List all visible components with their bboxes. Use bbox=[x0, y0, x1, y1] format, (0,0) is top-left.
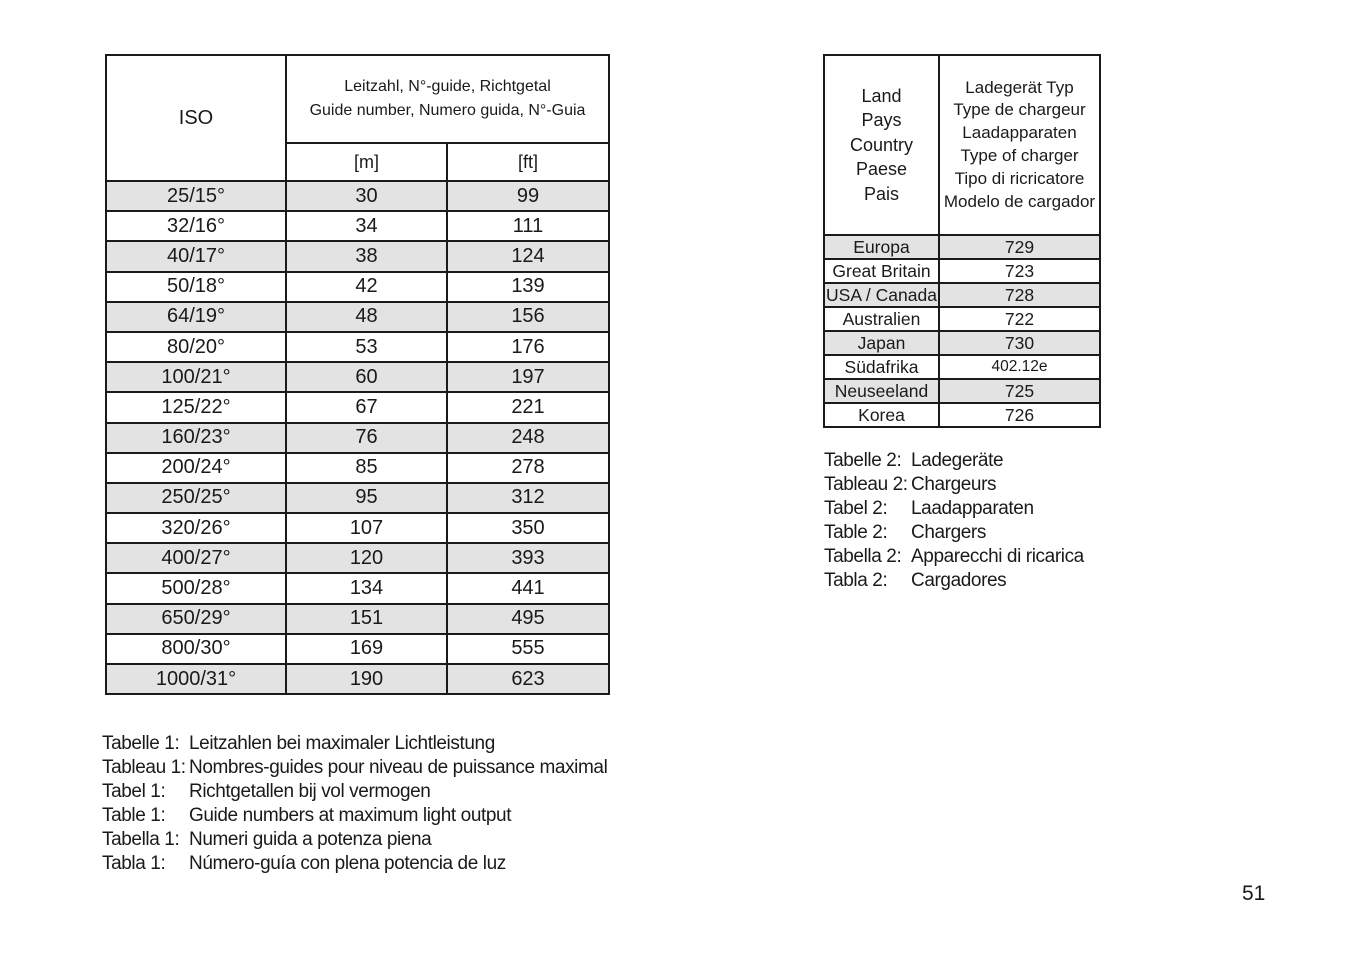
caption-label: Tabla 1: bbox=[102, 853, 166, 874]
country-cell: Neuseeland bbox=[824, 379, 939, 403]
feet-cell: 393 bbox=[447, 543, 609, 573]
table-row bbox=[824, 379, 1100, 403]
charger-table bbox=[823, 54, 1101, 428]
meters-cell: 30 bbox=[286, 181, 447, 211]
table-row bbox=[106, 362, 609, 392]
caption-text: Apparecchi di ricarica bbox=[911, 546, 1084, 567]
meters-cell: 67 bbox=[286, 392, 447, 422]
caption-line bbox=[824, 473, 1084, 497]
charger-type-header bbox=[939, 55, 1100, 235]
country-header-line: Pays bbox=[861, 110, 902, 131]
caption-line bbox=[102, 780, 607, 804]
feet-cell: 495 bbox=[447, 604, 609, 634]
caption-line bbox=[824, 521, 1084, 545]
feet-cell: 99 bbox=[447, 181, 609, 211]
caption-line bbox=[824, 569, 1084, 593]
charger-header-line: Modelo de cargador bbox=[943, 191, 1096, 211]
caption-text: Chargers bbox=[911, 522, 986, 543]
iso-cell: 125/22° bbox=[106, 392, 286, 422]
country-cell: Südafrika bbox=[824, 355, 939, 379]
feet-cell: 111 bbox=[447, 211, 609, 241]
table1-caption bbox=[102, 732, 607, 876]
meters-cell: 48 bbox=[286, 302, 447, 332]
feet-cell: 278 bbox=[447, 453, 609, 483]
caption-text: Guide numbers at maximum light output bbox=[189, 805, 512, 826]
table-row bbox=[106, 181, 609, 211]
iso-cell: 400/27° bbox=[106, 543, 286, 573]
caption-line bbox=[102, 852, 607, 876]
iso-cell: 800/30° bbox=[106, 634, 286, 664]
meters-cell: 151 bbox=[286, 604, 447, 634]
caption-label: Tableau 2: bbox=[824, 474, 908, 495]
table-row bbox=[106, 453, 609, 483]
charger-header-line: Type de chargeur bbox=[953, 100, 1086, 120]
meters-cell: 38 bbox=[286, 241, 447, 271]
guide-number-rows bbox=[106, 181, 609, 694]
charger-header-line: Type of charger bbox=[960, 146, 1079, 165]
caption-line bbox=[824, 497, 1084, 521]
country-cell: Europa bbox=[824, 235, 939, 259]
table-row bbox=[106, 392, 609, 422]
caption-text: Numeri guida a potenza piena bbox=[189, 829, 432, 850]
table-row bbox=[106, 634, 609, 664]
iso-cell: 500/28° bbox=[106, 573, 286, 603]
meters-cell: 42 bbox=[286, 272, 447, 302]
feet-cell: 441 bbox=[447, 573, 609, 603]
charger-type-cell: 402.12e bbox=[939, 355, 1100, 379]
table-row bbox=[824, 235, 1100, 259]
country-cell: Australien bbox=[824, 307, 939, 331]
caption-line bbox=[824, 449, 1084, 473]
table-row bbox=[824, 259, 1100, 283]
country-header-line: Land bbox=[861, 85, 902, 106]
iso-cell: 1000/31° bbox=[106, 664, 286, 694]
page-number: 51 bbox=[1242, 882, 1266, 905]
caption-text: Leitzahlen bei maximaler Lichtleistung bbox=[189, 733, 495, 754]
country-header-line: Paese bbox=[855, 159, 908, 180]
meters-cell: 169 bbox=[286, 634, 447, 664]
caption-label: Tabella 1: bbox=[102, 829, 180, 850]
caption-label: Table 1: bbox=[102, 805, 166, 826]
meters-cell: 107 bbox=[286, 513, 447, 543]
table-row bbox=[106, 423, 609, 453]
meters-cell: 190 bbox=[286, 664, 447, 694]
charger-header-line: Ladegerät Typ bbox=[965, 77, 1074, 97]
country-header-line: Country bbox=[849, 134, 914, 155]
charger-type-cell: 722 bbox=[939, 307, 1100, 331]
meters-cell: 34 bbox=[286, 211, 447, 241]
iso-cell: 32/16° bbox=[106, 211, 286, 241]
feet-cell: 248 bbox=[447, 423, 609, 453]
charger-type-cell: 728 bbox=[939, 283, 1100, 307]
caption-line bbox=[824, 545, 1084, 569]
meters-cell: 60 bbox=[286, 362, 447, 392]
feet-cell: 156 bbox=[447, 302, 609, 332]
country-header-line: Pais bbox=[863, 183, 899, 204]
iso-cell: 40/17° bbox=[106, 241, 286, 271]
country-cell: Korea bbox=[824, 403, 939, 427]
iso-cell: 200/24° bbox=[106, 453, 286, 483]
unit-feet-header: [ft] bbox=[447, 143, 609, 181]
table-row bbox=[824, 355, 1100, 379]
country-header bbox=[824, 55, 939, 235]
caption-label: Tabla 2: bbox=[824, 570, 888, 591]
table-row bbox=[824, 283, 1100, 307]
country-cell: Japan bbox=[824, 331, 939, 355]
table-row bbox=[106, 604, 609, 634]
caption-text: Cargadores bbox=[911, 570, 1007, 591]
feet-cell: 124 bbox=[447, 241, 609, 271]
meters-cell: 95 bbox=[286, 483, 447, 513]
caption-text: Ladegeräte bbox=[911, 450, 1004, 471]
charger-type-cell: 725 bbox=[939, 379, 1100, 403]
caption-text: Chargeurs bbox=[911, 474, 997, 495]
table-row bbox=[106, 483, 609, 513]
iso-cell: 64/19° bbox=[106, 302, 286, 332]
iso-cell: 25/15° bbox=[106, 181, 286, 211]
table-row bbox=[106, 241, 609, 271]
table-row bbox=[106, 573, 609, 603]
meters-cell: 76 bbox=[286, 423, 447, 453]
charger-type-cell: 726 bbox=[939, 403, 1100, 427]
iso-cell: 250/25° bbox=[106, 483, 286, 513]
table-row bbox=[106, 332, 609, 362]
caption-label: Tabella 2: bbox=[824, 546, 902, 567]
caption-line bbox=[102, 828, 607, 852]
caption-line bbox=[102, 804, 607, 828]
charger-type-cell: 730 bbox=[939, 331, 1100, 355]
caption-label: Tabel 2: bbox=[824, 498, 888, 519]
caption-text: Número-guía con plena potencia de luz bbox=[189, 853, 506, 874]
table-row bbox=[824, 307, 1100, 331]
country-cell: Great Britain bbox=[824, 259, 939, 283]
guide-number-table bbox=[105, 54, 610, 695]
meters-cell: 53 bbox=[286, 332, 447, 362]
iso-cell: 320/26° bbox=[106, 513, 286, 543]
guide-number-header bbox=[286, 55, 609, 143]
caption-label: Tabelle 1: bbox=[102, 733, 180, 754]
caption-text: Laadapparaten bbox=[911, 498, 1034, 519]
caption-label: Tabel 1: bbox=[102, 781, 166, 802]
meters-cell: 134 bbox=[286, 573, 447, 603]
feet-cell: 176 bbox=[447, 332, 609, 362]
charger-rows bbox=[824, 235, 1100, 427]
feet-cell: 221 bbox=[447, 392, 609, 422]
table-row bbox=[106, 513, 609, 543]
caption-line bbox=[102, 732, 607, 756]
caption-text: Richtgetallen bij vol vermogen bbox=[189, 781, 431, 802]
charger-header-line: Laadapparaten bbox=[962, 123, 1077, 143]
feet-cell: 555 bbox=[447, 634, 609, 664]
feet-cell: 139 bbox=[447, 272, 609, 302]
country-cell: USA / Canada bbox=[824, 283, 939, 307]
feet-cell: 350 bbox=[447, 513, 609, 543]
table2-caption bbox=[824, 449, 1084, 593]
iso-header: ISO bbox=[106, 55, 286, 181]
feet-cell: 312 bbox=[447, 483, 609, 513]
feet-cell: 623 bbox=[447, 664, 609, 694]
meters-cell: 120 bbox=[286, 543, 447, 573]
guide-header-line-1: Leitzahl, N°-guide, Richtgetal bbox=[344, 78, 551, 95]
caption-line bbox=[102, 756, 607, 780]
iso-cell: 80/20° bbox=[106, 332, 286, 362]
iso-cell: 160/23° bbox=[106, 423, 286, 453]
feet-cell: 197 bbox=[447, 362, 609, 392]
caption-label: Tableau 1: bbox=[102, 757, 186, 778]
table-row bbox=[824, 331, 1100, 355]
caption-text: Nombres-guides pour niveau de puissance maximal bbox=[189, 757, 608, 778]
charger-type-cell: 723 bbox=[939, 259, 1100, 283]
table-row bbox=[106, 211, 609, 241]
iso-cell: 50/18° bbox=[106, 272, 286, 302]
unit-meters-header: [m] bbox=[286, 143, 447, 181]
charger-header-line: Tipo di ricricatore bbox=[954, 168, 1085, 188]
table-row bbox=[106, 664, 609, 694]
table-row bbox=[106, 272, 609, 302]
charger-type-cell: 729 bbox=[939, 235, 1100, 259]
meters-cell: 85 bbox=[286, 453, 447, 483]
table-row bbox=[106, 302, 609, 332]
caption-label: Tabelle 2: bbox=[824, 450, 902, 471]
iso-cell: 650/29° bbox=[106, 604, 286, 634]
guide-header-line-2: Guide number, Numero guida, N°-Guia bbox=[309, 102, 586, 119]
table-row bbox=[106, 543, 609, 573]
iso-cell: 100/21° bbox=[106, 362, 286, 392]
table-row bbox=[824, 403, 1100, 427]
caption-label: Table 2: bbox=[824, 522, 888, 543]
